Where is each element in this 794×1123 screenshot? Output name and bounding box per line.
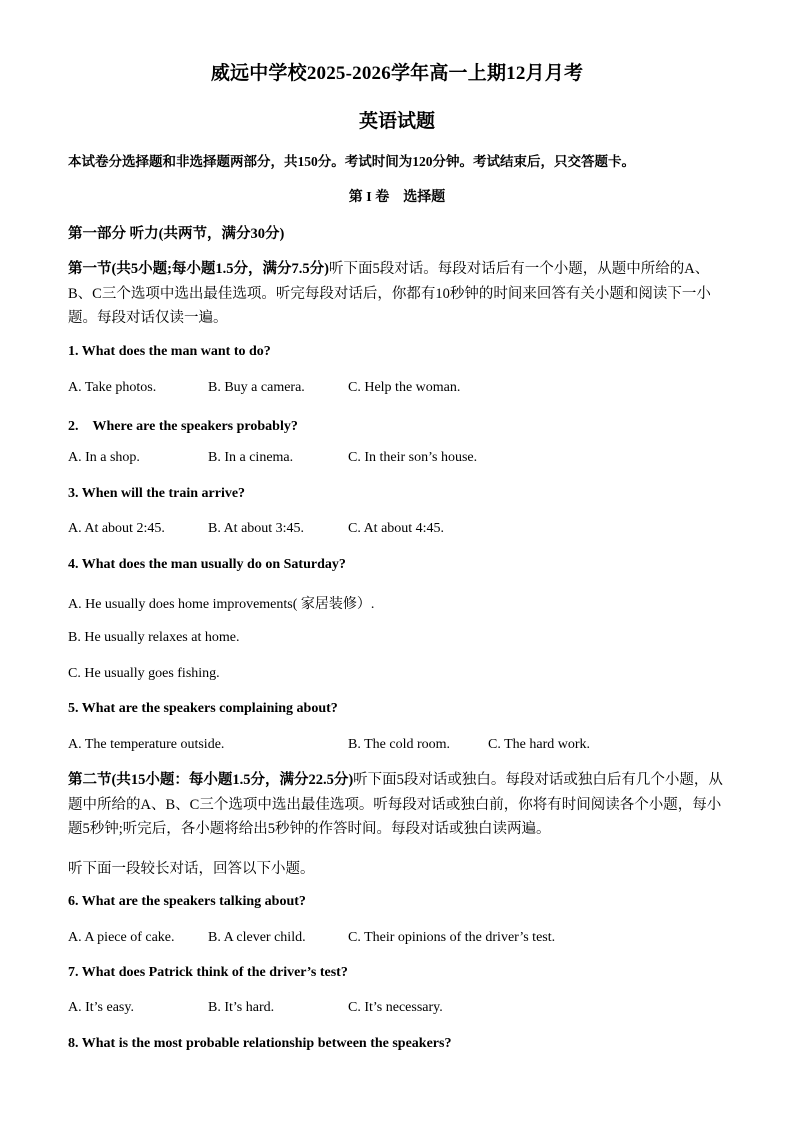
q1-option-c: C. Help the woman. [348, 380, 461, 395]
question-8-stem: 8. What is the most probable relationship between the speakers? [68, 1036, 452, 1051]
question-6-stem: 6. What are the speakers talking about? [68, 894, 306, 909]
q4-option-a: A. He usually does home improvements( 家居装修）. [68, 597, 375, 612]
q2-option-b: B. In a cinema. [208, 450, 294, 465]
section1-heading: 第一节(共5小题;每小题1.5分，满分7.5分) [68, 261, 329, 277]
q6-option-a: A. A piece of cake. [68, 930, 175, 945]
q6-option-c: C. Their opinions of the driver’s test. [348, 930, 556, 945]
q6-option-b: B. A clever child. [208, 930, 306, 945]
section2-intro: 听下面5段对话或独白。每段对话或独白后有几个小题，从题中所给的A、B、C三个选项中选出最佳选项。听每段对话或独白前，你将有时间阅读各个小题，每小题5秒钟;听完后，各小题将给出5秒钟的作答时间。每段对话或独白读两遍。 [68, 772, 723, 837]
question-3-stem: 3. When will the train arrive? [68, 486, 246, 501]
q3-option-c: C. At about 4:45. [348, 521, 445, 536]
question-1-stem: 1. What does the man want to do? [68, 344, 271, 359]
question-4-stem: 4. What does the man usually do on Saturday? [68, 557, 346, 572]
question-2-stem: 2. Where are the speakers probably? [68, 419, 298, 434]
q2-option-c: C. In their son’s house. [348, 450, 478, 465]
q5-option-a: A. The temperature outside. [68, 737, 225, 752]
exam-instructions: 本试卷分选择题和非选择题两部分，共150分。考试时间为120分钟。考试结束后，只交答题卡。 [68, 154, 635, 169]
section1-paragraph [68, 257, 728, 331]
q1-option-a: A. Take photos. [68, 380, 157, 395]
q7-option-c: C. It’s necessary. [348, 1000, 443, 1015]
q1-option-b: B. Buy a camera. [208, 380, 305, 395]
q4-option-c: C. He usually goes fishing. [68, 666, 220, 681]
section1-intro: 听下面5段对话。每段对话后有一个小题，从题中所给的A、B、C三个选项中选出最佳选项。听完每段对话后，你都有10秒钟的时间来回答有关小题和阅读下一小题。每段对话仅读一遍。 [68, 261, 711, 326]
q5-option-b: B. The cold room. [348, 737, 451, 752]
volume-heading: 第 I 卷 选择题 [348, 190, 446, 205]
section2-heading: 第二节(共15小题：每小题1.5分，满分22.5分) [68, 772, 354, 788]
q5-option-c: C. The hard work. [488, 737, 590, 752]
section2-paragraph [68, 768, 728, 842]
q4-option-b: B. He usually relaxes at home. [68, 630, 240, 645]
q3-option-b: B. At about 3:45. [208, 521, 305, 536]
question-5-stem: 5. What are the speakers complaining about? [68, 701, 338, 716]
part1-heading: 第一部分 听力(共两节，满分30分) [68, 226, 285, 242]
q3-option-a: A. At about 2:45. [68, 521, 165, 536]
q7-option-b: B. It’s hard. [208, 1000, 275, 1015]
exam-title: 威远中学校2025-2026学年高一上期12月月考 [210, 63, 584, 84]
question-7-stem: 7. What does Patrick think of the driver’s test? [68, 965, 348, 980]
q7-option-a: A. It’s easy. [68, 1000, 134, 1015]
exam-subtitle: 英语试题 [358, 111, 435, 132]
q2-option-a: A. In a shop. [68, 450, 140, 465]
section2-note: 听下面一段较长对话，回答以下小题。 [68, 861, 315, 877]
